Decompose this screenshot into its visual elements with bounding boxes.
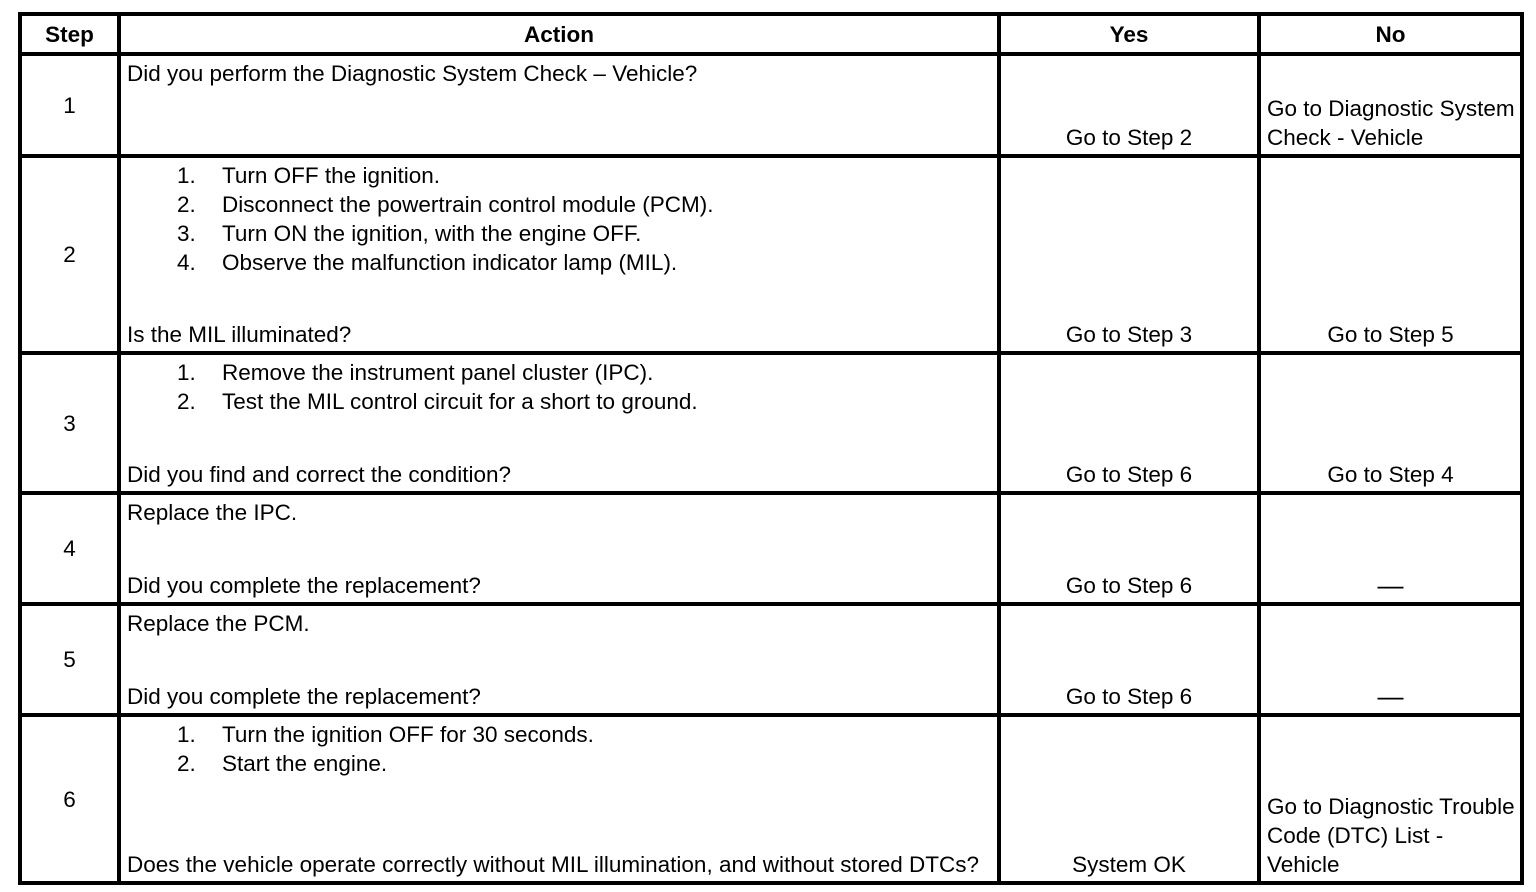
action-question: Did you perform the Diagnostic System Check – Vehicle? [127,61,698,86]
yes-result: Go to Step 3 [999,156,1259,353]
yes-result: System OK [999,715,1259,883]
step-number: 1 [20,54,119,156]
header-yes: Yes [999,14,1259,54]
step-number: 6 [20,715,119,883]
action-cell [119,715,999,883]
action-steps [127,720,991,778]
action-question: Did you find and correct the condition? [127,462,511,487]
step-number: 3 [20,353,119,493]
no-result: Go to Step 5 [1259,156,1522,353]
yes-result: Go to Step 6 [999,604,1259,715]
no-result: Go to Step 4 [1259,353,1522,493]
action-steps [127,161,991,277]
no-result: — [1259,493,1522,604]
header-action: Action [119,14,999,54]
action-cell [119,604,999,715]
action-cell [119,493,999,604]
list-item: 3. Turn ON the ignition, with the engine OFF. [177,221,642,246]
action-question: Is the MIL illuminated? [127,322,352,347]
table-row [20,156,1522,353]
action-intro: Replace the PCM. [127,611,310,636]
action-cell [119,54,999,156]
header-no: No [1259,14,1522,54]
yes-result: Go to Step 6 [999,353,1259,493]
table-row [20,353,1522,493]
step-number: 5 [20,604,119,715]
step-number: 4 [20,493,119,604]
step-number: 2 [20,156,119,353]
list-item: 1. Turn OFF the ignition. [177,163,441,188]
action-question: Did you complete the replacement? [127,684,481,709]
list-item: 4. Observe the malfunction indicator lamp (MIL). [177,250,678,275]
diagnostic-table [18,12,1524,885]
action-intro: Replace the IPC. [127,500,298,525]
yes-result: Go to Step 2 [999,54,1259,156]
table-row [20,604,1522,715]
list-item: 2. Disconnect the powertrain control module (PCM). [177,192,714,217]
action-cell [119,156,999,353]
action-question: Does the vehicle operate correctly without MIL illumination, and without stored DTCs? [127,852,980,877]
action-question: Did you complete the replacement? [127,573,481,598]
list-item: 1. Turn the ignition OFF for 30 seconds. [177,722,594,747]
list-item: 2. Start the engine. [177,751,388,776]
no-result: Go to Diagnostic Trouble Code (DTC) List - Vehicle [1259,715,1522,883]
header-step: Step [20,14,119,54]
list-item: 2. Test the MIL control circuit for a short to ground. [177,389,698,414]
table-row [20,715,1522,883]
action-steps [127,358,991,416]
no-result: — [1259,604,1522,715]
list-item: 1. Remove the instrument panel cluster (IPC). [177,360,654,385]
action-cell [119,353,999,493]
yes-result: Go to Step 6 [999,493,1259,604]
header-row [20,14,1522,54]
no-result: Go to Diagnostic System Check - Vehicle [1259,54,1522,156]
table-row [20,54,1522,156]
table-row [20,493,1522,604]
